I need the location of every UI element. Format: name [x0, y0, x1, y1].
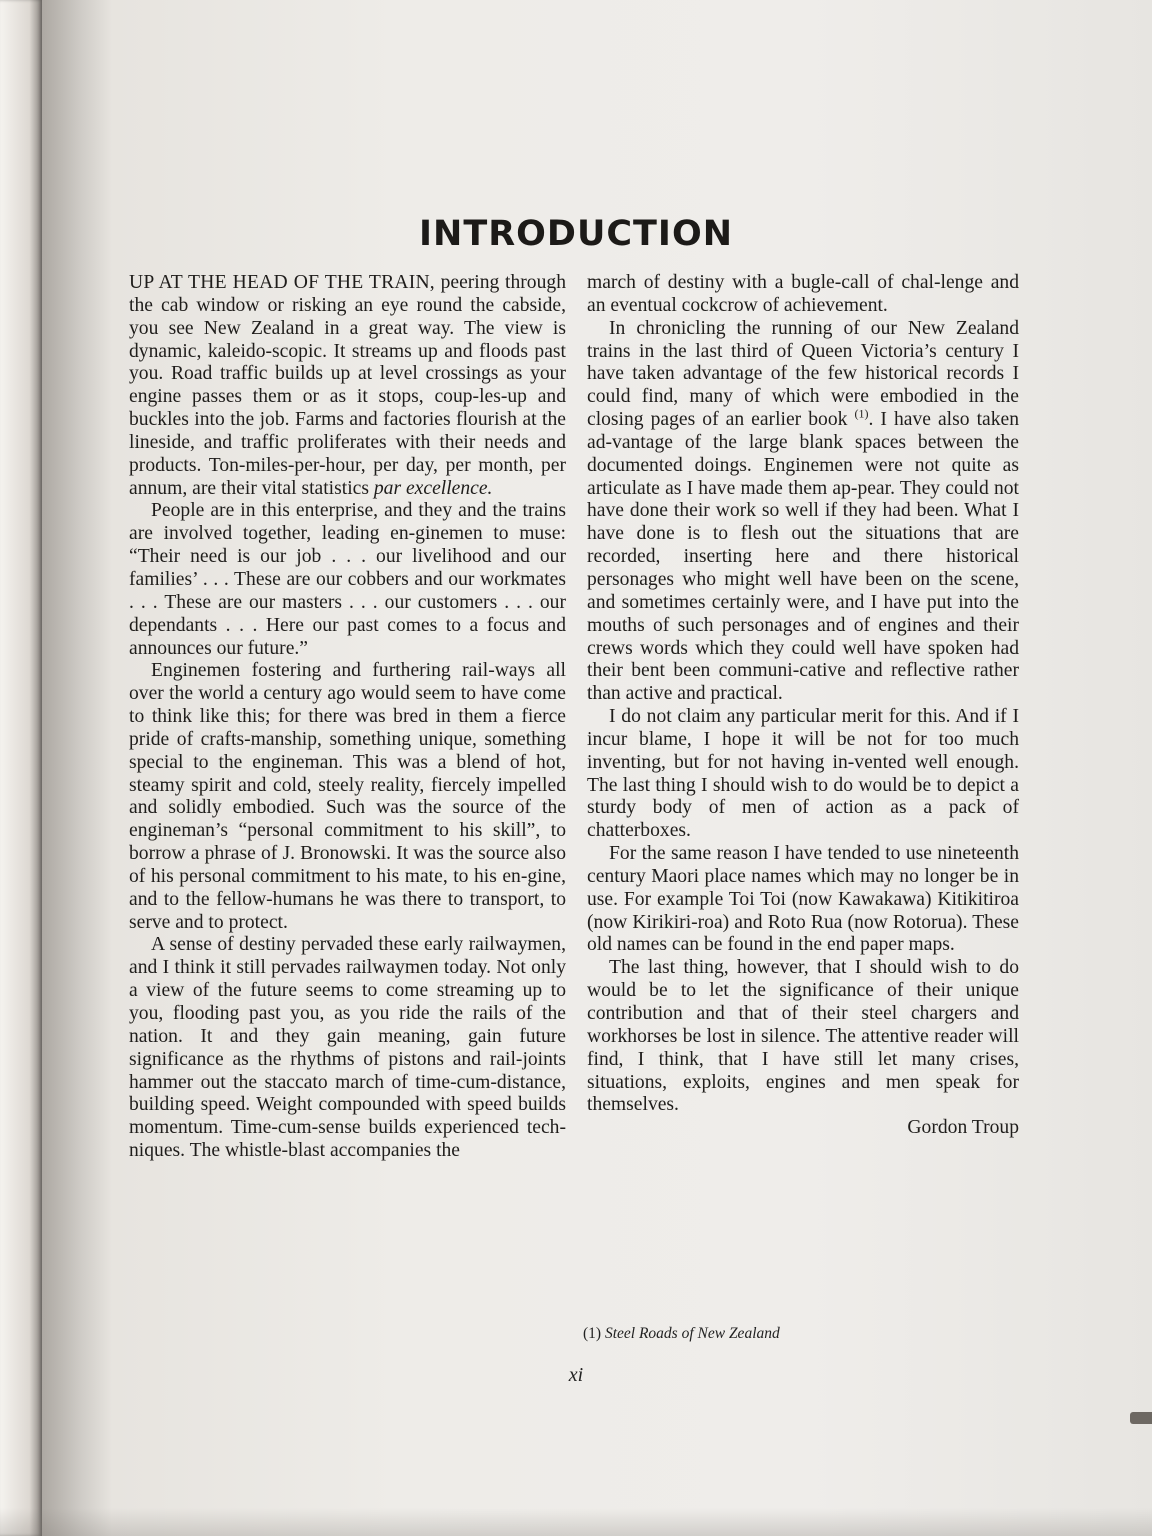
page-number: xi: [568, 1364, 584, 1386]
paragraph-opening: [129, 272, 566, 500]
page-edge-tab: [1130, 1412, 1152, 1424]
paragraph-merit: I do not claim any particular merit for this. And if I incur blame, I hope it will be not for too much inventing, but for not having in-vented well enough. The last thing I should wish to do would be to depict a sturdy body of men of action as a pack of chatterboxes.: [587, 706, 1019, 842]
lead-in-caps: UP AT THE HEAD OF THE TRAIN,: [129, 272, 435, 293]
page-title: INTRODUCTION: [419, 214, 733, 254]
footnote-title: Steel Roads of New Zealand: [604, 1325, 780, 1342]
paragraph-significance: The last thing, however, that I should wish to do would be to let the significance of their unique contribution and that of their steel chargers and workhorses be lost in silence. The attentive reader will find, I think, that I have still let many crises, situations, exploits, engines and men speak for themselves.: [587, 957, 1019, 1116]
paragraph-place-names: For the same reason I have tended to use nineteenth century Maori place names which may no longer be in use. For example Toi Toi (now Kawakawa) Kitikitiroa (now Kirikiri-roa) and Roto Rua (now Rotorua). These old names can be found in the end paper maps.: [587, 843, 1019, 956]
paragraph-chronicling: [587, 318, 1019, 706]
footnote-reference: (1): [854, 406, 869, 421]
paragraph-enginemen: Enginemen fostering and furthering rail-ways all over the world a century ago would seem to have come to think like this; for there was bred in them a fierce pride of crafts-manship, something unique, something special to the engineman. This was a blend of hot, steamy spirit and cold, steely reality, fiercely impelled and solidly embodied. Such was the source of the engineman’s “personal commitment to his skill”, to borrow a phrase of J. Bronowski. It was the source also of his personal commitment to his mate, to his en-gine, and to the fellow-humans he was there to transport, to serve and to protect.: [129, 660, 566, 933]
paragraph-people: People are in this enterprise, and they and the trains are involved together, leading en-ginemen to muse: “Their need is our job . . . our livelihood and our families’ . . . These are our cobbers and our workmates . . . These are our masters . . . our customers . . . our dependants . . . Here our past comes to a focus and announces our future.”: [129, 500, 566, 659]
footnote: [583, 1325, 1019, 1343]
opening-text: peering through the cab window or risking an eye round the cabside, you see New Zealand in a great way. The view is dynamic, kaleido-scopic. It streams up and floods past you. Road traffic builds up at level crossings as your engine passes them or as it stops, coup-les-up and buckles into the job. Farms and factories flourish at the lineside, and traffic proliferates with their needs and products. Ton-miles-per-hour, per day, per month, per annum, are their vital statistics: [129, 272, 566, 499]
left-column: [129, 272, 566, 1163]
italic-phrase: par excellence.: [373, 477, 493, 499]
footnote-number: (1): [583, 1325, 602, 1342]
chronicling-text-start: In chronicling the running of our New Zealand trains in the last third of Queen Victoria’s century I have taken advantage of the few historical records I could find, many of which were embodied in the closing pages of an earlier book: [587, 317, 1019, 431]
author-signature: Gordon Troup: [907, 1117, 1019, 1139]
paragraph-continued: march of destiny with a bugle-call of chal-lenge and an eventual cockcrow of achievement.: [587, 272, 1019, 316]
right-column: [587, 272, 1019, 1140]
bottom-shadow: [0, 1508, 1152, 1536]
paragraph-destiny: A sense of destiny pervaded these early railwaymen, and I think it still pervades railwaymen today. Not only a view of the future seems to come streaming up to you, flooding past you, as you ride the rails of the nation. It and they gain meaning, gain future significance as the rhythms of pistons and rail-joints hammer out the staccato march of time-cum-distance, building speed. Weight compounded with speed builds momentum. Time-cum-sense builds experienced tech-niques. The whistle-blast accompanies the: [129, 934, 566, 1162]
chronicling-text-end: . I have also taken ad-vantage of the large blank spaces between the documented doings. Enginemen were not quite as articulate as I have made them ap-pear. They could not have done their work so well if they had been. What I have done is to flesh out the situations that are recorded, inserting here and there historical personages who might well have been on the scene, and sometimes certainly were, and I have put into the mouths of such personages and of engines and their crews words which they could well have spoken had their bent been communi-cative and reflective rather than active and practical.: [587, 409, 1019, 705]
